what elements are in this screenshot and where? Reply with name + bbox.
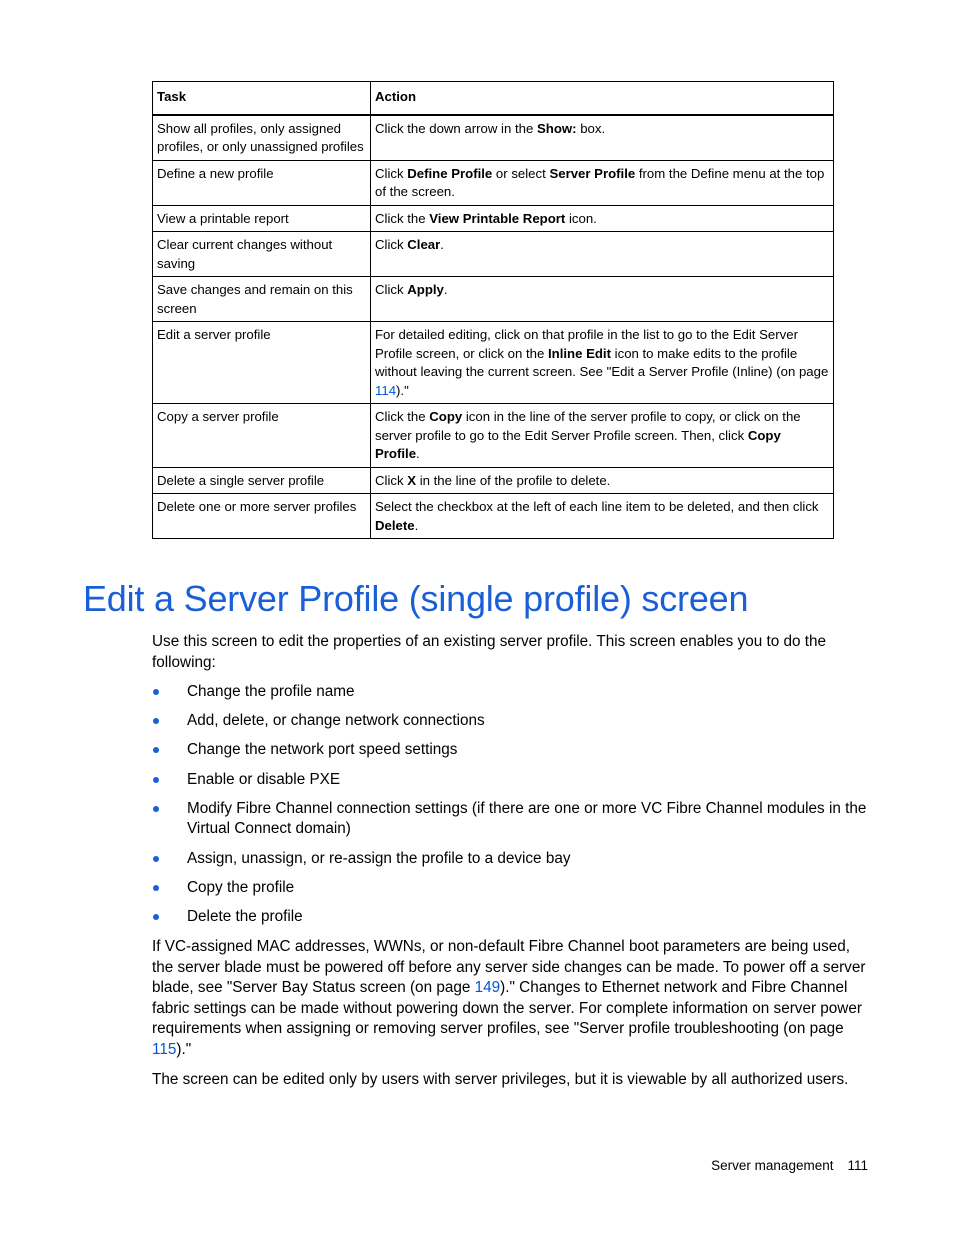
table-row	[153, 467, 834, 494]
column-header-action: Action	[371, 82, 834, 115]
text-run: Click	[375, 237, 408, 252]
list-item	[152, 878, 870, 899]
text-run: Click the down arrow in the	[375, 120, 537, 136]
action-cell	[371, 467, 834, 494]
list-item-text: Change the profile name	[187, 683, 355, 700]
table-row	[153, 232, 834, 277]
text-run: )."	[176, 1040, 192, 1058]
task-cell: Delete one or more server profiles	[153, 494, 371, 539]
list-item-text: Change the network port speed settings	[187, 741, 458, 759]
text-run: box.	[576, 120, 606, 136]
intro-paragraph: Use this screen to edit the properties of an existing server profile. This screen enables you to do the following:	[152, 633, 826, 671]
bullet-icon	[153, 747, 159, 753]
page-reference-link[interactable]: 149	[474, 979, 501, 997]
section-title: Edit a Server Profile (single profile) screen	[83, 578, 749, 619]
table-row	[153, 322, 834, 404]
list-item-text: Copy the profile	[187, 878, 295, 896]
bullet-icon	[153, 689, 159, 695]
list-item	[152, 682, 870, 703]
action-cell	[371, 115, 834, 161]
text-run: Click the	[375, 210, 430, 226]
task-cell: Define a new profile	[153, 160, 371, 205]
list-item	[152, 740, 870, 761]
task-action-table	[152, 81, 834, 539]
bold-term: Apply	[407, 282, 444, 297]
list-item	[152, 799, 870, 840]
list-item	[152, 711, 870, 732]
table-header-row	[153, 82, 834, 115]
list-item-text: Delete the profile	[187, 907, 303, 925]
action-cell	[371, 404, 834, 468]
bold-term: Clear	[407, 237, 441, 252]
bold-term: X	[407, 472, 417, 488]
bullet-icon	[153, 806, 159, 812]
table-row	[153, 494, 834, 539]
bold-term: View Printable Report	[429, 210, 566, 226]
text-run: .	[416, 446, 420, 461]
table-row	[153, 160, 834, 205]
bullet-icon	[153, 718, 159, 724]
text-run: If VC-assigned MAC addresses, WWNs, or non-default Fibre Channel boot parameters are being used, the server blade must be powered off before any server side changes can be made. To power off a server blade, see "Server Bay Status screen (on page	[152, 938, 866, 997]
action-cell	[371, 205, 834, 232]
list-item-text: Assign, unassign, or re-assign the profile to a device bay	[187, 849, 571, 867]
text-run: from the Define menu at the top of the screen.	[375, 165, 825, 199]
text-run: Select the checkbox at the left of each line item to be deleted, and then click	[375, 499, 819, 514]
bold-term: Copy Profile	[375, 427, 781, 461]
action-cell	[371, 494, 834, 539]
task-cell: Copy a server profile	[153, 404, 371, 468]
footer-section-name: Server management	[711, 1158, 834, 1173]
bold-term: Server Profile	[549, 165, 636, 181]
bullet-icon	[153, 885, 159, 891]
text-run: icon in the line of the server profile to copy, or click on the server profile to go to the Edit Server Profile screen. Then, click	[375, 409, 801, 443]
task-cell: Save changes and remain on this screen	[153, 277, 371, 322]
list-item	[152, 907, 870, 928]
list-item-text: Add, delete, or change network connections	[187, 712, 485, 730]
text-run: Click	[375, 472, 408, 488]
action-cell	[371, 232, 834, 277]
task-cell: Edit a server profile	[153, 322, 371, 404]
page-reference-link[interactable]: 114	[375, 382, 397, 398]
table-body	[153, 115, 834, 539]
text-run: or select	[492, 165, 550, 181]
privileges-paragraph: The screen can be edited only by users with server privileges, but it is viewable by all authorized users.	[152, 1071, 849, 1088]
action-cell	[371, 322, 834, 404]
text-run: in the line of the profile to delete.	[416, 472, 611, 488]
column-header-task: Task	[153, 82, 371, 115]
list-item-text: Modify Fibre Channel connection settings (if there are one or more VC Fibre Channel modules in the Virtual Connect domain)	[187, 799, 867, 838]
text-run: .	[440, 237, 444, 252]
text-run: .	[414, 517, 419, 533]
action-cell	[371, 277, 834, 322]
text-run: icon.	[565, 210, 597, 226]
text-run: )."	[396, 382, 409, 398]
bullet-icon	[153, 777, 159, 783]
text-run: .	[443, 282, 448, 297]
list-item	[152, 770, 870, 791]
text-run: Click	[375, 282, 408, 297]
text-run: icon to make edits to the profile without leaving the current screen. See "Edit a Server Profile (Inline) (on page	[375, 345, 829, 379]
bold-term: Inline Edit	[547, 345, 611, 361]
bold-term: Copy	[429, 409, 463, 424]
list-item	[152, 849, 870, 870]
page-number: 111	[847, 1158, 868, 1173]
page-footer	[711, 1158, 868, 1173]
text-run: Click	[375, 165, 408, 181]
task-cell: Delete a single server profile	[153, 467, 371, 494]
task-cell: Clear current changes without saving	[153, 232, 371, 277]
power-off-paragraph	[152, 937, 870, 1061]
task-cell: View a printable report	[153, 205, 371, 232]
bullet-icon	[153, 914, 159, 920]
bullet-icon	[153, 856, 159, 862]
table-row	[153, 277, 834, 322]
page-reference-link[interactable]: 115	[152, 1040, 177, 1058]
bold-term: Show:	[537, 120, 577, 136]
text-run: Click the	[375, 409, 430, 424]
table-row	[153, 404, 834, 468]
task-cell: Show all profiles, only assigned profiles, or only unassigned profiles	[153, 115, 371, 161]
text-run: For detailed editing, click on that profile in the list to go to the Edit Server Profile screen, or click on the	[375, 327, 798, 361]
table-row	[153, 115, 834, 161]
text-run: )." Changes to Ethernet network and Fibre Channel fabric settings can be made without powering down the server. For complete information on server power requirements when assigning or removing server profiles, see "Server profile troubleshooting (on page	[152, 979, 862, 1038]
bold-term: Define Profile	[407, 165, 493, 181]
action-cell	[371, 160, 834, 205]
feature-bullet-list	[152, 682, 870, 936]
table-row	[153, 205, 834, 232]
list-item-text: Enable or disable PXE	[187, 770, 341, 788]
bold-term: Delete	[375, 517, 415, 533]
